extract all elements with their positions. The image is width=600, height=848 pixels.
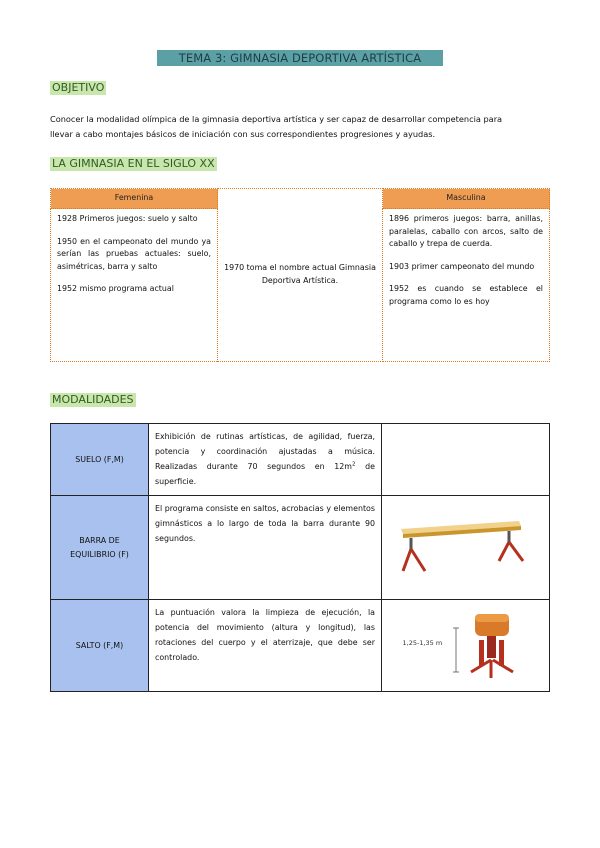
femenina-header: Femenina [51,189,218,209]
femenina-item: 1950 en el campeonato del mundo ya serían las pruebas actuales: suelo, asimétricas, barra y salto [57,236,211,271]
objetivo-text [50,112,560,142]
objetivo-line-1: Conocer la modalidad olímpica de la gimnasia deportiva artística y ser capaz de desarrollar competencia para [50,114,503,124]
suelo-desc-end: de superficie. [155,462,375,486]
objetivo-heading: OBJETIVO [52,81,105,94]
suelo-desc-text: Exhibición de rutinas artísticas, de agilidad, fuerza, potencia y coordinación ajustadas a música. Realizadas durante 70 segundos en 12m [155,432,375,471]
barra-image-cell [382,496,550,600]
objetivo-line-2: llevar a cabo montajes básicos de iniciación con sus correspondientes progresiones y ayudas. [50,129,436,139]
modalidad-row [51,424,550,496]
masculina-header: Masculina [383,189,550,209]
balance-beam-image [391,509,541,581]
modalidades-table [50,423,550,692]
suelo-image-cell [382,424,550,496]
barra-description: El programa consiste en saltos, acrobacias y elementos gimnásticos a lo largo de toda la barra durante 90 segundos. [149,496,382,600]
femenina-cell [51,209,218,362]
modalidades-heading: MODALIDADES [52,393,134,406]
page-title: TEMA 3: GIMNASIA DEPORTIVA ARTÍSTICA [157,50,443,66]
masculina-item: 1952 es cuando se establece el programa como lo es hoy [389,284,543,306]
masculina-item: 1903 primer campeonato del mundo [389,261,535,271]
salto-description: La puntuación valora la limpieza de ejecución, la potencia del movimiento (altura y longitud), las rotaciones del cuerpo y el aterrizaje, que debe ser controlado. [149,600,382,692]
modalidad-row [51,600,550,692]
masculina-cell [383,209,550,362]
history-center-text: 1970 toma el nombre actual Gimnasia Deportiva Artística. [224,263,376,285]
suelo-desc-sup: 2 [351,461,356,468]
masculina-item: 1896 primeros juegos: barra, anillas, paralelas, caballo con arcos, salto de caballo y trepa de cuerda. [389,214,543,249]
history-center-cell [218,189,383,362]
modalidad-row [51,496,550,600]
vault-height-label: 1,25-1,35 m [402,638,443,647]
femenina-item: 1928 Primeros juegos: suelo y salto [57,214,198,223]
salto-label: SALTO (F,M) [51,600,149,692]
suelo-description [149,424,382,496]
siglo-heading: LA GIMNASIA EN EL SIGLO XX [52,157,215,170]
suelo-label: SUELO (F,M) [51,424,149,496]
vault-image [401,606,531,686]
femenina-item: 1952 mismo programa actual [57,284,174,294]
barra-label: BARRA DE EQUILIBRIO (F) [51,496,149,600]
salto-image-cell [382,600,550,692]
history-table [50,188,550,362]
